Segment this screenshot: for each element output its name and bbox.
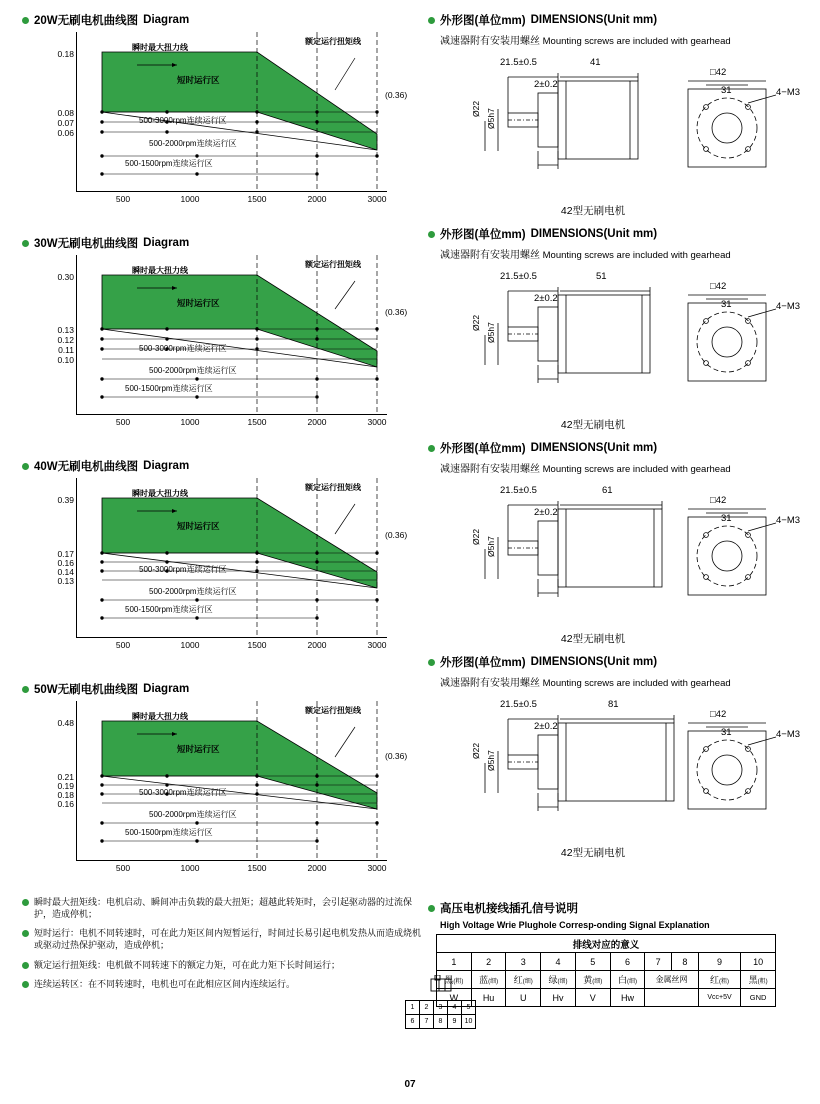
cell-color xyxy=(610,971,645,989)
cell-number: 1 xyxy=(437,953,472,971)
bullet-icon xyxy=(428,445,435,452)
color-name: 绿 xyxy=(548,975,558,985)
cell-color xyxy=(541,971,576,989)
color-sub: (粗) xyxy=(719,979,730,985)
y-tick: 0.18 xyxy=(57,790,74,800)
connector-pin-table xyxy=(405,1000,476,1029)
cell-number: 9 xyxy=(698,953,740,971)
page-number: 07 xyxy=(404,1079,416,1090)
dimension-title: 外形图(单位mm) xyxy=(440,443,526,455)
note-text: 连续运转区：在不同转速时，电机也可在此相应区间内连续运行。 xyxy=(34,978,296,989)
dim-shaft-d22: Ø22 xyxy=(471,314,481,331)
x-tick: 500 xyxy=(115,194,131,204)
chart-title-en-30w: Diagram xyxy=(143,237,190,249)
dim-shaft-length: 21.5±0.5 xyxy=(500,57,537,68)
cell-number: 10 xyxy=(741,953,776,971)
dimension-drawing-61 xyxy=(438,479,801,629)
cell-number: 3 xyxy=(506,953,541,971)
color-name: 红 xyxy=(513,975,523,985)
value-036: (0.36) xyxy=(385,751,408,761)
x-tick: 2000 xyxy=(307,417,327,427)
dim-flange: 2±0.2 xyxy=(534,79,558,90)
bullet-icon xyxy=(22,686,29,693)
cell-number: 7 xyxy=(645,953,672,971)
dim-flange: 2±0.2 xyxy=(534,293,558,304)
dim-shaft-d22: Ø22 xyxy=(471,100,481,117)
chart-plot-40w xyxy=(57,478,408,650)
x-tick: 1000 xyxy=(180,417,200,427)
dimension-caption: 42型无刷电机 xyxy=(560,847,626,859)
cell-number: 2 xyxy=(471,953,506,971)
notes-list xyxy=(22,896,422,990)
color-name: 黑 xyxy=(748,975,758,985)
bullet-icon xyxy=(428,659,435,666)
zone-3000-label: 500-3000rpm连续运行区 xyxy=(139,116,227,125)
x-tick: 2000 xyxy=(307,640,327,650)
y-tick: 0.21 xyxy=(57,772,74,782)
chart-svg xyxy=(77,478,387,638)
x-tick: 3000 xyxy=(367,194,387,204)
dimension-subtitle-en: Mounting screws are included with gearhead xyxy=(542,464,731,475)
bullet-icon xyxy=(22,962,29,969)
dimension-title-en: DIMENSIONS(Unit mm) xyxy=(530,228,658,240)
dim-screw: 4−M3 xyxy=(776,301,801,312)
y-tick: 0.11 xyxy=(58,345,74,355)
chart-heading-40w xyxy=(22,458,422,474)
note-text: 短时运行：电机不同转速时，可在此力矩区间内短暂运行，时间过长易引起电机发热从而造成烧机或驱动过热保护驱动，造成停机； xyxy=(34,928,422,951)
y-tick: 0.13 xyxy=(57,325,74,335)
y-tick: 0.07 xyxy=(57,118,74,128)
peak-curve-label: 瞬时最大扭力线 xyxy=(132,489,188,498)
cell-signal: U xyxy=(506,989,541,1007)
chart-plot-30w xyxy=(57,255,408,427)
table-row-signals xyxy=(437,989,776,1007)
zone-1500-label: 500-1500rpm连续运行区 xyxy=(125,828,213,837)
dim-shaft-length: 21.5±0.5 xyxy=(500,699,537,710)
dimension-title: 外形图(单位mm) xyxy=(440,229,526,241)
chart-title-50w: 50W无刷电机曲线图 xyxy=(34,684,139,696)
pin-cell: 8 xyxy=(434,1015,448,1029)
chart-block-20w xyxy=(22,12,422,217)
color-name: 蓝 xyxy=(479,975,489,985)
zone-1500-label: 500-1500rpm连续运行区 xyxy=(125,384,213,393)
chart-svg xyxy=(77,32,387,192)
y-tick: 0.18 xyxy=(57,49,74,59)
value-036: (0.36) xyxy=(385,90,408,100)
chart-svg xyxy=(77,701,387,861)
table-row-numbers xyxy=(437,953,776,971)
chart-plot-20w xyxy=(57,32,408,204)
zone-3000-label: 500-3000rpm连续运行区 xyxy=(139,565,227,574)
short-run-zone-label: 短时运行区 xyxy=(177,75,220,85)
dim-body-length: 61 xyxy=(602,485,613,496)
color-name: 红 xyxy=(710,975,720,985)
y-tick: 0.12 xyxy=(57,335,74,345)
dim-screw: 4−M3 xyxy=(776,515,801,526)
rated-curve-label: 额定运行扭矩线 xyxy=(305,260,361,269)
cell-signal: Hv xyxy=(541,989,576,1007)
x-tick: 1000 xyxy=(180,194,200,204)
zone-1500-label: 500-1500rpm连续运行区 xyxy=(125,159,213,168)
x-tick: 1000 xyxy=(180,640,200,650)
dimension-subtitle-cn: 减速器附有安装用螺丝 xyxy=(440,36,540,47)
cell-number: 8 xyxy=(672,953,699,971)
short-run-zone-label: 短时运行区 xyxy=(177,744,220,754)
dim-shaft-length: 21.5±0.5 xyxy=(500,271,537,282)
dimension-caption: 42型无刷电机 xyxy=(560,633,626,645)
pin-cell: 6 xyxy=(406,1015,420,1029)
note-text: 瞬时最大扭矩线：电机启动、瞬间冲击负载的最大扭矩；超越此转矩时，会引起驱动器的过流保护，造成停机； xyxy=(34,897,413,920)
dim-pcd: 31 xyxy=(721,513,732,524)
cell-signal: Vcc+5V xyxy=(698,989,740,1007)
zone-2000-label: 500-2000rpm连续运行区 xyxy=(149,139,237,148)
bullet-icon xyxy=(22,981,29,988)
dimension-block-51 xyxy=(428,226,800,432)
x-tick: 1500 xyxy=(247,194,267,204)
value-036: (0.36) xyxy=(385,307,408,317)
note-item xyxy=(22,927,422,951)
x-tick: 1000 xyxy=(180,863,200,873)
dim-shaft-d22: Ø22 xyxy=(471,742,481,759)
dim-body-length: 51 xyxy=(596,271,607,282)
note-item xyxy=(22,896,422,920)
y-tick: 0.08 xyxy=(57,108,74,118)
pin-cell: 1 xyxy=(406,1001,420,1015)
dim-shaft-d5h7: Ø5h7 xyxy=(486,536,496,557)
dimension-subtitle xyxy=(440,246,800,261)
dimension-title-en: DIMENSIONS(Unit mm) xyxy=(530,14,658,26)
dimension-block-61 xyxy=(428,440,800,646)
dim-flange: 2±0.2 xyxy=(534,507,558,518)
color-name: 黄 xyxy=(583,975,593,985)
dimension-subtitle-en: Mounting screws are included with gearhead xyxy=(542,36,731,47)
y-tick: 0.16 xyxy=(57,799,74,809)
pin-cell: 10 xyxy=(462,1015,476,1029)
dimension-title: 外形图(单位mm) xyxy=(440,15,526,27)
chart-title-en-50w: Diagram xyxy=(143,683,190,695)
chart-title-40w: 40W无刷电机曲线图 xyxy=(34,461,139,473)
signal-title: 高压电机接线插孔信号说明 xyxy=(440,903,578,915)
zone-3000-label: 500-3000rpm连续运行区 xyxy=(139,344,227,353)
dim-square: □42 xyxy=(710,281,727,292)
dimension-block-81 xyxy=(428,654,800,860)
x-tick: 2000 xyxy=(307,194,327,204)
cell-color xyxy=(698,971,740,989)
bullet-icon xyxy=(22,240,29,247)
color-name: 白 xyxy=(617,975,627,985)
pin-cell: 9 xyxy=(448,1015,462,1029)
dim-pcd: 31 xyxy=(721,727,732,738)
dimension-title-en: DIMENSIONS(Unit mm) xyxy=(530,656,658,668)
rated-curve-label: 额定运行扭矩线 xyxy=(305,483,361,492)
chart-block-30w xyxy=(22,235,422,440)
dimension-subtitle-en: Mounting screws are included with gearhead xyxy=(542,678,731,689)
rated-curve-label: 额定运行扭矩线 xyxy=(305,706,361,715)
pin-cell: 2 xyxy=(420,1001,434,1015)
cell-signal: Hw xyxy=(610,989,645,1007)
color-sub: (细) xyxy=(626,979,637,985)
y-tick: 0.30 xyxy=(57,272,74,282)
x-tick: 500 xyxy=(115,863,131,873)
signal-table-title: 排线对应的意义 xyxy=(437,935,776,953)
y-tick: 0.06 xyxy=(57,128,74,138)
chart-area-40w xyxy=(28,478,408,663)
y-tick: 0.39 xyxy=(57,495,74,505)
zone-3000-label: 500-3000rpm连续运行区 xyxy=(139,788,227,797)
dim-shaft-d5h7: Ø5h7 xyxy=(486,322,496,343)
short-run-zone-label: 短时运行区 xyxy=(177,298,220,308)
peak-curve-label: 瞬时最大扭力线 xyxy=(132,266,188,275)
dim-body-length: 41 xyxy=(590,57,601,68)
y-tick: 0.13 xyxy=(57,576,74,586)
dimension-subtitle-cn: 减速器附有安装用螺丝 xyxy=(440,464,540,475)
pin-cell: 7 xyxy=(420,1015,434,1029)
x-tick: 3000 xyxy=(367,863,387,873)
dimension-subtitle-cn: 减速器附有安装用螺丝 xyxy=(440,678,540,689)
value-036: (0.36) xyxy=(385,530,408,540)
dimension-title: 外形图(单位mm) xyxy=(440,657,526,669)
dimension-subtitle-en: Mounting screws are included with gearhead xyxy=(542,250,731,261)
bullet-icon xyxy=(22,899,29,906)
pin-cell: 4 xyxy=(448,1001,462,1015)
connector-body-icon xyxy=(417,975,477,1000)
signal-table xyxy=(436,934,776,1007)
dim-shaft-d22: Ø22 xyxy=(471,528,481,545)
right-column xyxy=(428,12,800,860)
dimension-heading xyxy=(428,226,800,242)
cell-color xyxy=(575,971,610,989)
peak-curve-label: 瞬时最大扭力线 xyxy=(132,712,188,721)
color-sub: (粗) xyxy=(757,979,768,985)
zone-2000-label: 500-2000rpm连续运行区 xyxy=(149,810,237,819)
cell-color xyxy=(506,971,541,989)
bullet-icon xyxy=(428,17,435,24)
x-tick: 500 xyxy=(115,417,131,427)
cell-signal: W xyxy=(437,989,472,1007)
chart-title-en-40w: Diagram xyxy=(143,460,190,472)
short-run-zone-label: 短时运行区 xyxy=(177,521,220,531)
cell-signal: Hu xyxy=(471,989,506,1007)
dim-pcd: 31 xyxy=(721,299,732,310)
cell-number: 5 xyxy=(575,953,610,971)
cell-shield: 金属丝网 xyxy=(645,971,699,989)
y-tick: 0.14 xyxy=(57,567,74,577)
chart-area-50w xyxy=(28,701,408,886)
dim-screw: 4−M3 xyxy=(776,87,801,98)
x-tick: 3000 xyxy=(367,417,387,427)
dim-square: □42 xyxy=(710,709,727,720)
dimension-subtitle xyxy=(440,460,800,475)
chart-heading-20w xyxy=(22,12,422,28)
left-column xyxy=(22,12,422,997)
signal-section xyxy=(428,900,800,1007)
y-tick: 0.48 xyxy=(57,718,74,728)
cell-number: 6 xyxy=(610,953,645,971)
chart-heading-30w xyxy=(22,235,422,251)
y-tick: 0.16 xyxy=(57,558,74,568)
color-name: 黑 xyxy=(444,975,454,985)
chart-title-30w: 30W无刷电机曲线图 xyxy=(34,238,139,250)
dimension-heading xyxy=(428,12,800,28)
x-tick: 3000 xyxy=(367,640,387,650)
y-tick: 0.17 xyxy=(57,549,74,559)
note-item xyxy=(22,978,422,990)
pin-cell: 5 xyxy=(462,1001,476,1015)
dim-shaft-d5h7: Ø5h7 xyxy=(486,750,496,771)
cell-number: 4 xyxy=(541,953,576,971)
dimension-drawing-81 xyxy=(438,693,801,843)
bullet-icon xyxy=(22,930,29,937)
dimension-title-en: DIMENSIONS(Unit mm) xyxy=(530,442,658,454)
pin-cell: 3 xyxy=(434,1001,448,1015)
cell-signal: V xyxy=(575,989,610,1007)
dimension-subtitle xyxy=(440,32,800,47)
color-sub: (细) xyxy=(522,979,533,985)
dim-pcd: 31 xyxy=(721,85,732,96)
chart-block-50w xyxy=(22,681,422,886)
x-tick: 1500 xyxy=(247,640,267,650)
dimension-subtitle xyxy=(440,674,800,689)
color-sub: (细) xyxy=(557,979,568,985)
chart-title-20w: 20W无刷电机曲线图 xyxy=(34,15,139,27)
note-text: 额定运行扭矩线：电机做不同转速下的额定力矩，可在此力矩下长时间运行； xyxy=(34,959,341,970)
dimension-heading xyxy=(428,654,800,670)
dimension-heading xyxy=(428,440,800,456)
dim-flange: 2±0.2 xyxy=(534,721,558,732)
chart-area-30w xyxy=(28,255,408,440)
y-tick: 0.19 xyxy=(57,781,74,791)
color-sub: (细) xyxy=(488,979,499,985)
zone-2000-label: 500-2000rpm连续运行区 xyxy=(149,366,237,375)
x-tick: 1500 xyxy=(247,417,267,427)
x-tick: 2000 xyxy=(307,863,327,873)
zone-2000-label: 500-2000rpm连续运行区 xyxy=(149,587,237,596)
dim-body-length: 81 xyxy=(608,699,619,710)
dimension-caption: 42型无刷电机 xyxy=(560,419,626,431)
cell-signal: GND xyxy=(741,989,776,1007)
dim-screw: 4−M3 xyxy=(776,729,801,740)
peak-curve-label: 瞬时最大扭力线 xyxy=(132,43,188,52)
dimension-drawing-51 xyxy=(438,265,801,415)
x-tick: 500 xyxy=(115,640,131,650)
rated-curve-label: 额定运行扭矩线 xyxy=(305,37,361,46)
signal-title-en: High Voltage Wrie Plughole Corresp-onding Signal Explanation xyxy=(440,920,710,930)
color-sub: (粗) xyxy=(453,979,464,985)
bullet-icon xyxy=(428,905,435,912)
table-row-colors xyxy=(437,971,776,989)
dimension-subtitle-cn: 减速器附有安装用螺丝 xyxy=(440,250,540,261)
chart-area-20w xyxy=(28,32,408,217)
zone-1500-label: 500-1500rpm连续运行区 xyxy=(125,605,213,614)
connector-pin-row-top xyxy=(406,1001,476,1015)
table-row-title xyxy=(437,935,776,953)
bullet-icon xyxy=(428,231,435,238)
x-tick: 1500 xyxy=(247,863,267,873)
connector-drawing xyxy=(405,975,477,1029)
dimension-block-41 xyxy=(428,12,800,218)
chart-block-40w xyxy=(22,458,422,663)
connector-pin-row-bottom xyxy=(406,1015,476,1029)
dim-square: □42 xyxy=(710,495,727,506)
dimension-caption: 42型无刷电机 xyxy=(560,205,626,217)
cell-signal-empty xyxy=(645,989,699,1007)
cell-color xyxy=(741,971,776,989)
bullet-icon xyxy=(22,463,29,470)
bullet-icon xyxy=(22,17,29,24)
color-sub: (细) xyxy=(592,979,603,985)
dim-shaft-length: 21.5±0.5 xyxy=(500,485,537,496)
dim-shaft-d5h7: Ø5h7 xyxy=(486,108,496,129)
dim-square: □42 xyxy=(710,67,727,78)
y-tick: 0.10 xyxy=(57,355,74,365)
signal-heading xyxy=(428,900,800,916)
note-item xyxy=(22,959,422,971)
chart-title-en-20w: Diagram xyxy=(143,14,190,26)
chart-heading-50w xyxy=(22,681,422,697)
chart-plot-50w xyxy=(57,701,408,873)
chart-svg xyxy=(77,255,387,415)
dimension-drawing-41 xyxy=(438,51,801,201)
